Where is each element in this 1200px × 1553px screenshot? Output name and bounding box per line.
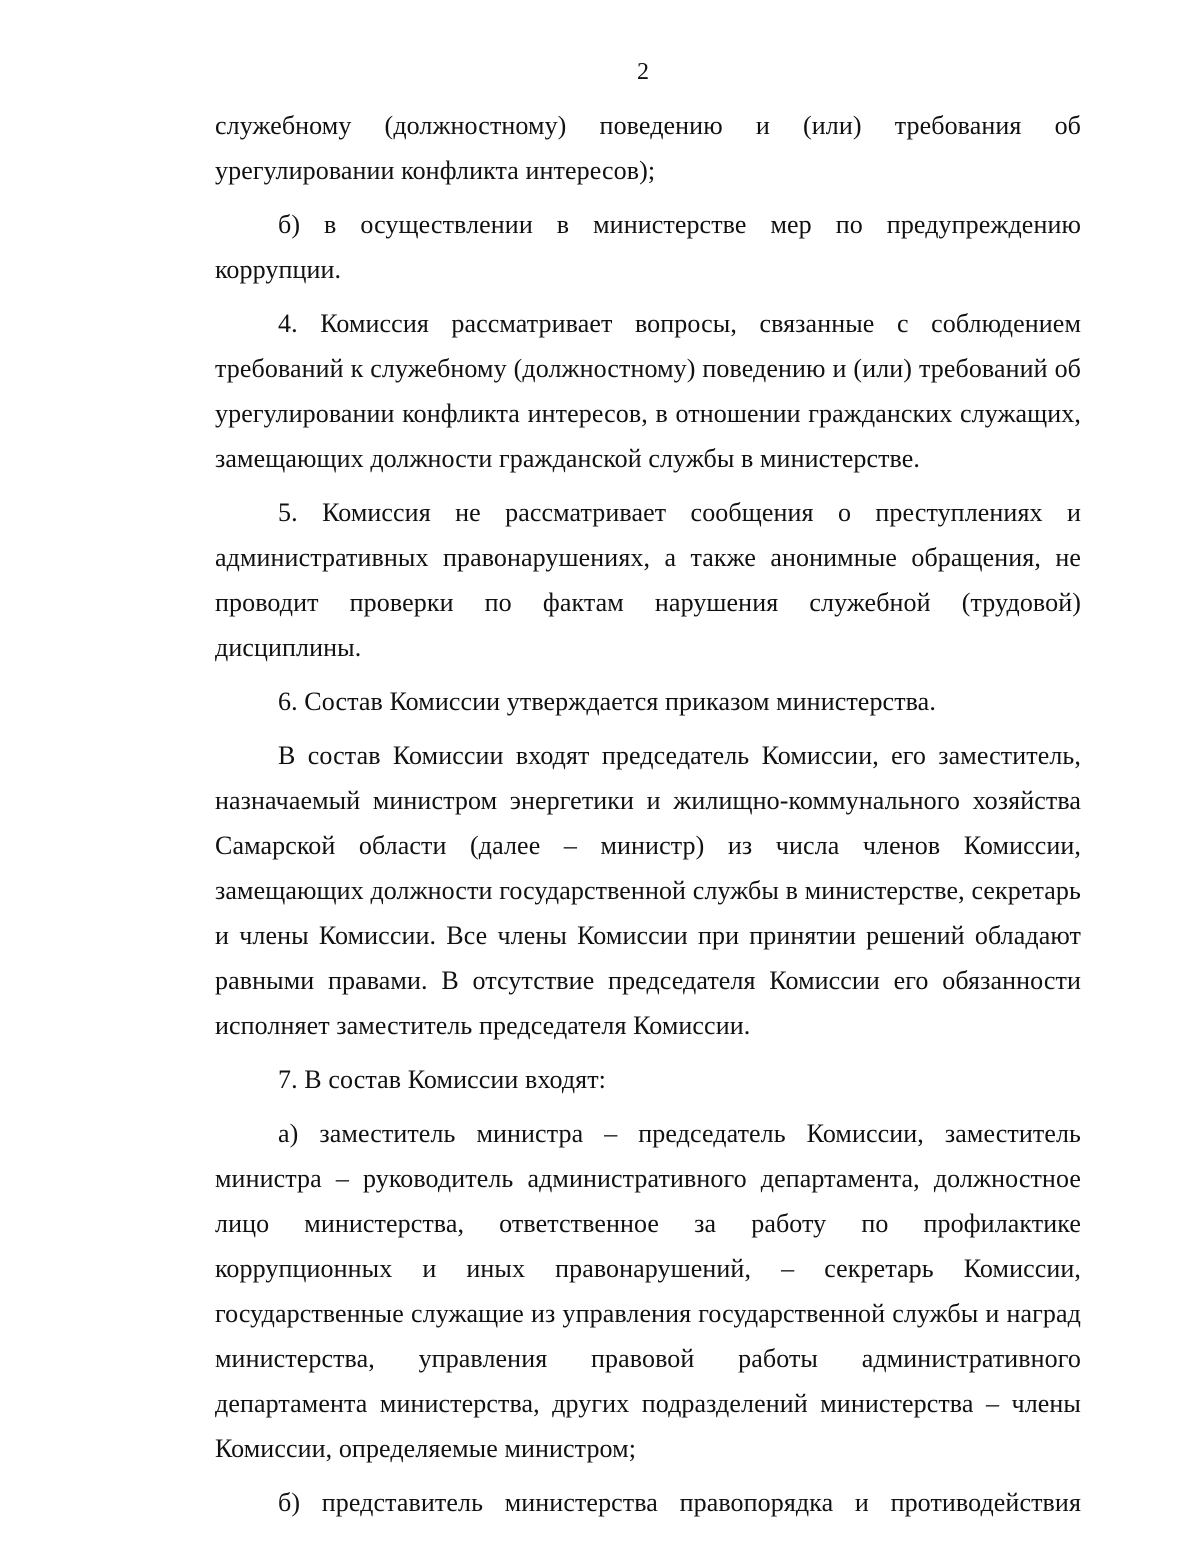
- paragraph-4: 4. Комиссия рассматривает вопросы, связанные с соблюдением требований к служебному (должностному) поведению и (или) требований об урегулировании конфликта интересов, в отношении гражданских служащих, замещающих должности гражданской службы в министерстве.: [215, 309, 1081, 473]
- paragraph-continuation: служебному (должностному) поведению и (или) требования об урегулировании конфликта интересов);: [215, 111, 1081, 185]
- document-body: [215, 103, 1081, 1534]
- page-number: 2: [637, 59, 649, 85]
- paragraph-item-a-members: а) заместитель министра – председатель Комиссии, заместитель министра – руководитель административного департамента, должностное лицо министерства, ответственное за работу по профилактике коррупционных и иных правонарушений, – секретарь Комиссии, государственные служащие из управления государственной службы и наград министерства, управления правовой работы административного департамента министерства, других подразделений министерства – члены Комиссии, определяемые министром;: [215, 1119, 1081, 1463]
- paragraph-7: 7. В состав Комиссии входят:: [278, 1065, 607, 1094]
- paragraph-5: 5. Комиссия не рассматривает сообщения о преступлениях и административных правонарушениях, а также анонимные обращения, не проводит проверки по фактам нарушения служебной (трудовой) дисциплины.: [215, 498, 1081, 662]
- paragraph-item-b-representative: б) представитель министерства правопорядка и противодействия: [278, 1488, 1081, 1517]
- paragraph-commission-composition: В состав Комиссии входят председатель Комиссии, его заместитель, назначаемый министром энергетики и жилищно-коммунального хозяйства Самарской области (далее – министр) из числа членов Комиссии, замещающих должности государственной службы в министерстве, секретарь и члены Комиссии. Все члены Комиссии при принятии решений обладают равными правами. В отсутствие председателя Комиссии его обязанности исполняет заместитель председателя Комиссии.: [215, 741, 1081, 1040]
- paragraph-6: 6. Состав Комиссии утверждается приказом министерства.: [278, 687, 936, 716]
- paragraph-item-b-corruption-prevention: б) в осуществлении в министерстве мер по предупреждению коррупции.: [215, 210, 1081, 284]
